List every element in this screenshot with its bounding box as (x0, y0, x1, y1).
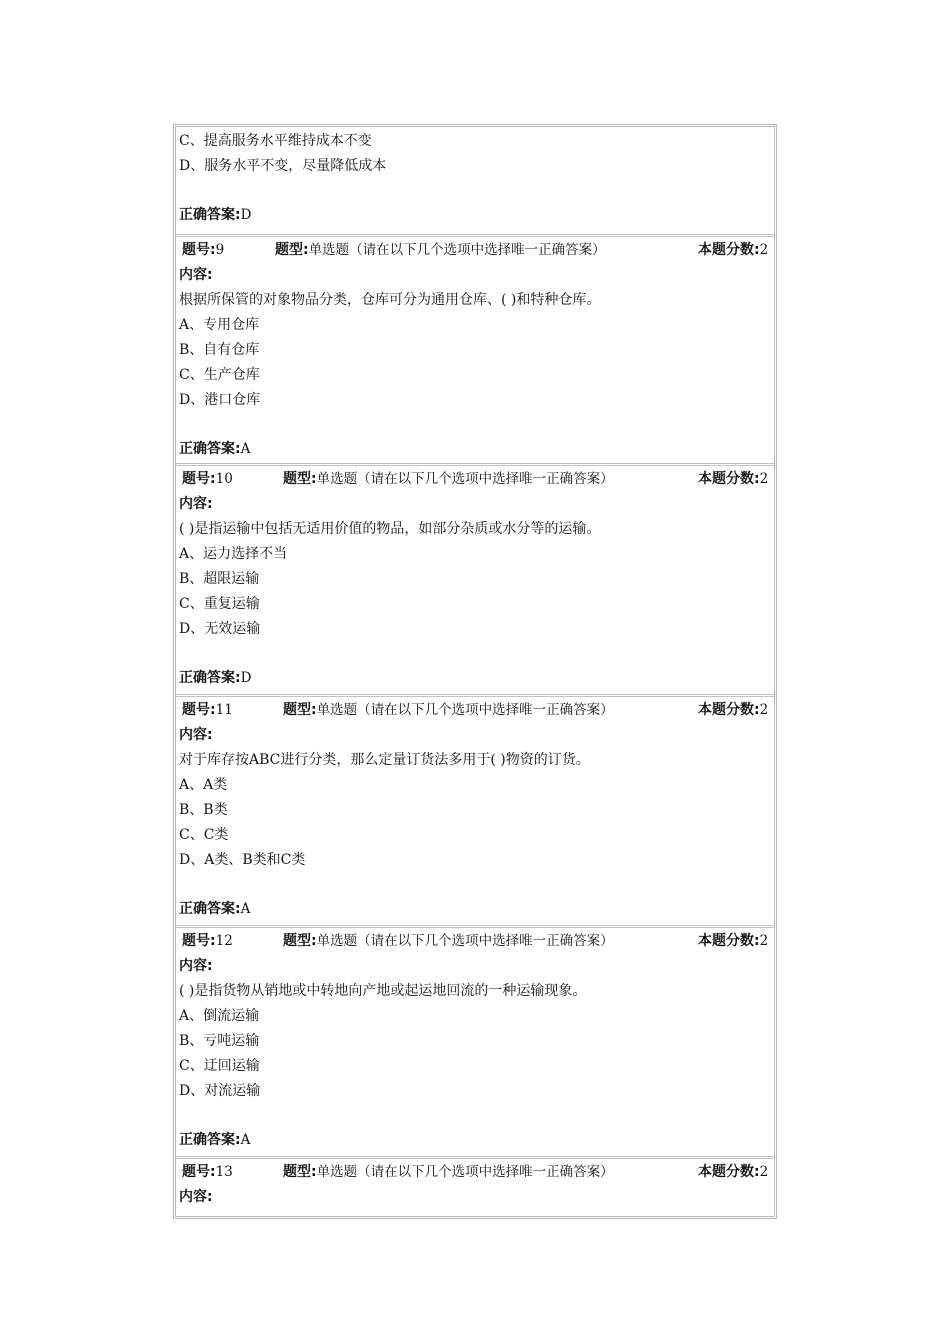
option-b: B、自有仓库 (179, 342, 260, 358)
correct-answer (179, 1128, 774, 1153)
correct-answer (179, 666, 774, 691)
question-type: 单选题（请在以下几个选项中选择唯一正确答案） (316, 471, 614, 487)
question-content: ( )是指运输中包括无适用价值的物品，如部分杂质或水分等的运输。 (179, 521, 601, 537)
answer-label: 正确答案: (179, 901, 241, 917)
answer-value: A (240, 441, 251, 457)
question-content: 根据所保管的对象物品分类，仓库可分为通用仓库、( )和特种仓库。 (179, 292, 601, 308)
correct-answer (179, 897, 774, 922)
question-header (179, 1159, 774, 1185)
number-label: 题号: (182, 242, 216, 258)
option-d: D、服务水平不变，尽量降低成本 (179, 158, 387, 174)
type-label: 题型: (283, 471, 317, 487)
question-type: 单选题（请在以下几个选项中选择唯一正确答案） (316, 933, 614, 949)
option-b: B、亏吨运输 (179, 1033, 260, 1049)
question-block-9 (176, 237, 774, 466)
option-c: C、C类 (179, 827, 229, 843)
number-label: 题号: (182, 1164, 216, 1180)
question-type: 单选题（请在以下几个选项中选择唯一正确答案） (316, 702, 614, 718)
option-a: A、运力选择不当 (179, 546, 288, 562)
question-block-12 (176, 928, 774, 1159)
answer-label: 正确答案: (179, 207, 241, 223)
content-label: 内容: (179, 496, 213, 512)
question-block-partial (176, 127, 774, 237)
answer-label: 正确答案: (179, 1132, 241, 1148)
question-header (179, 928, 774, 954)
content-label-line (179, 1185, 774, 1210)
answer-value: D (240, 207, 252, 223)
score-label: 本题分数: (698, 1164, 760, 1180)
question-content: ( )是指货物从销地或中转地向产地或起运地回流的一种运输现象。 (179, 983, 587, 999)
question-number: 11 (215, 702, 233, 718)
question-header (179, 237, 774, 263)
question-content: 对于库存按ABC进行分类，那么定量订货法多用于( )物资的订货。 (179, 752, 590, 768)
question-block-10 (176, 466, 774, 697)
question-number: 9 (215, 242, 225, 258)
option-c: C、生产仓库 (179, 367, 260, 383)
correct-answer (179, 203, 774, 228)
answer-value: A (240, 1132, 251, 1148)
question-score: 2 (759, 471, 769, 487)
content-label-line (179, 263, 774, 288)
question-number: 13 (215, 1164, 233, 1180)
content-label-line (179, 492, 774, 517)
option-c: C、提高服务水平维持成本不变 (179, 133, 372, 149)
question-number: 10 (215, 471, 233, 487)
correct-answer (179, 437, 774, 462)
option-c: C、重复运输 (179, 596, 260, 612)
question-score: 2 (759, 242, 769, 258)
question-type: 单选题（请在以下几个选项中选择唯一正确答案） (308, 242, 606, 258)
option-a: A、倒流运输 (179, 1008, 260, 1024)
option-d: D、A类、B类和C类 (179, 852, 306, 868)
content-label: 内容: (179, 727, 213, 743)
question-type: 单选题（请在以下几个选项中选择唯一正确答案） (316, 1164, 614, 1180)
score-label: 本题分数: (698, 242, 760, 258)
option-d: D、港口仓库 (179, 392, 261, 408)
number-label: 题号: (182, 702, 216, 718)
question-number: 12 (215, 933, 233, 949)
content-label-line (179, 723, 774, 748)
option-d: D、无效运输 (179, 621, 261, 637)
option-d: D、对流运输 (179, 1083, 261, 1099)
question-score: 2 (759, 933, 769, 949)
question-score: 2 (759, 702, 769, 718)
question-header (179, 697, 774, 723)
number-label: 题号: (182, 933, 216, 949)
option-b: B、B类 (179, 802, 228, 818)
content-label: 内容: (179, 267, 213, 283)
option-b: B、超限运输 (179, 571, 260, 587)
option-a: A、专用仓库 (179, 317, 260, 333)
option-a: A、A类 (179, 777, 228, 793)
type-label: 题型: (275, 242, 309, 258)
answer-value: A (240, 901, 251, 917)
type-label: 题型: (283, 1164, 317, 1180)
type-label: 题型: (283, 702, 317, 718)
content-label-line (179, 954, 774, 979)
question-block-13 (176, 1159, 774, 1215)
question-score: 2 (759, 1164, 769, 1180)
answer-label: 正确答案: (179, 441, 241, 457)
content-label: 内容: (179, 1189, 213, 1205)
score-label: 本题分数: (698, 933, 760, 949)
question-block-11 (176, 697, 774, 928)
score-label: 本题分数: (698, 702, 760, 718)
number-label: 题号: (182, 471, 216, 487)
answer-value: D (240, 670, 252, 686)
type-label: 题型: (283, 933, 317, 949)
option-c: C、迂回运输 (179, 1058, 260, 1074)
content-label: 内容: (179, 958, 213, 974)
question-sheet (173, 124, 777, 1219)
question-header (179, 466, 774, 492)
answer-label: 正确答案: (179, 670, 241, 686)
score-label: 本题分数: (698, 471, 760, 487)
